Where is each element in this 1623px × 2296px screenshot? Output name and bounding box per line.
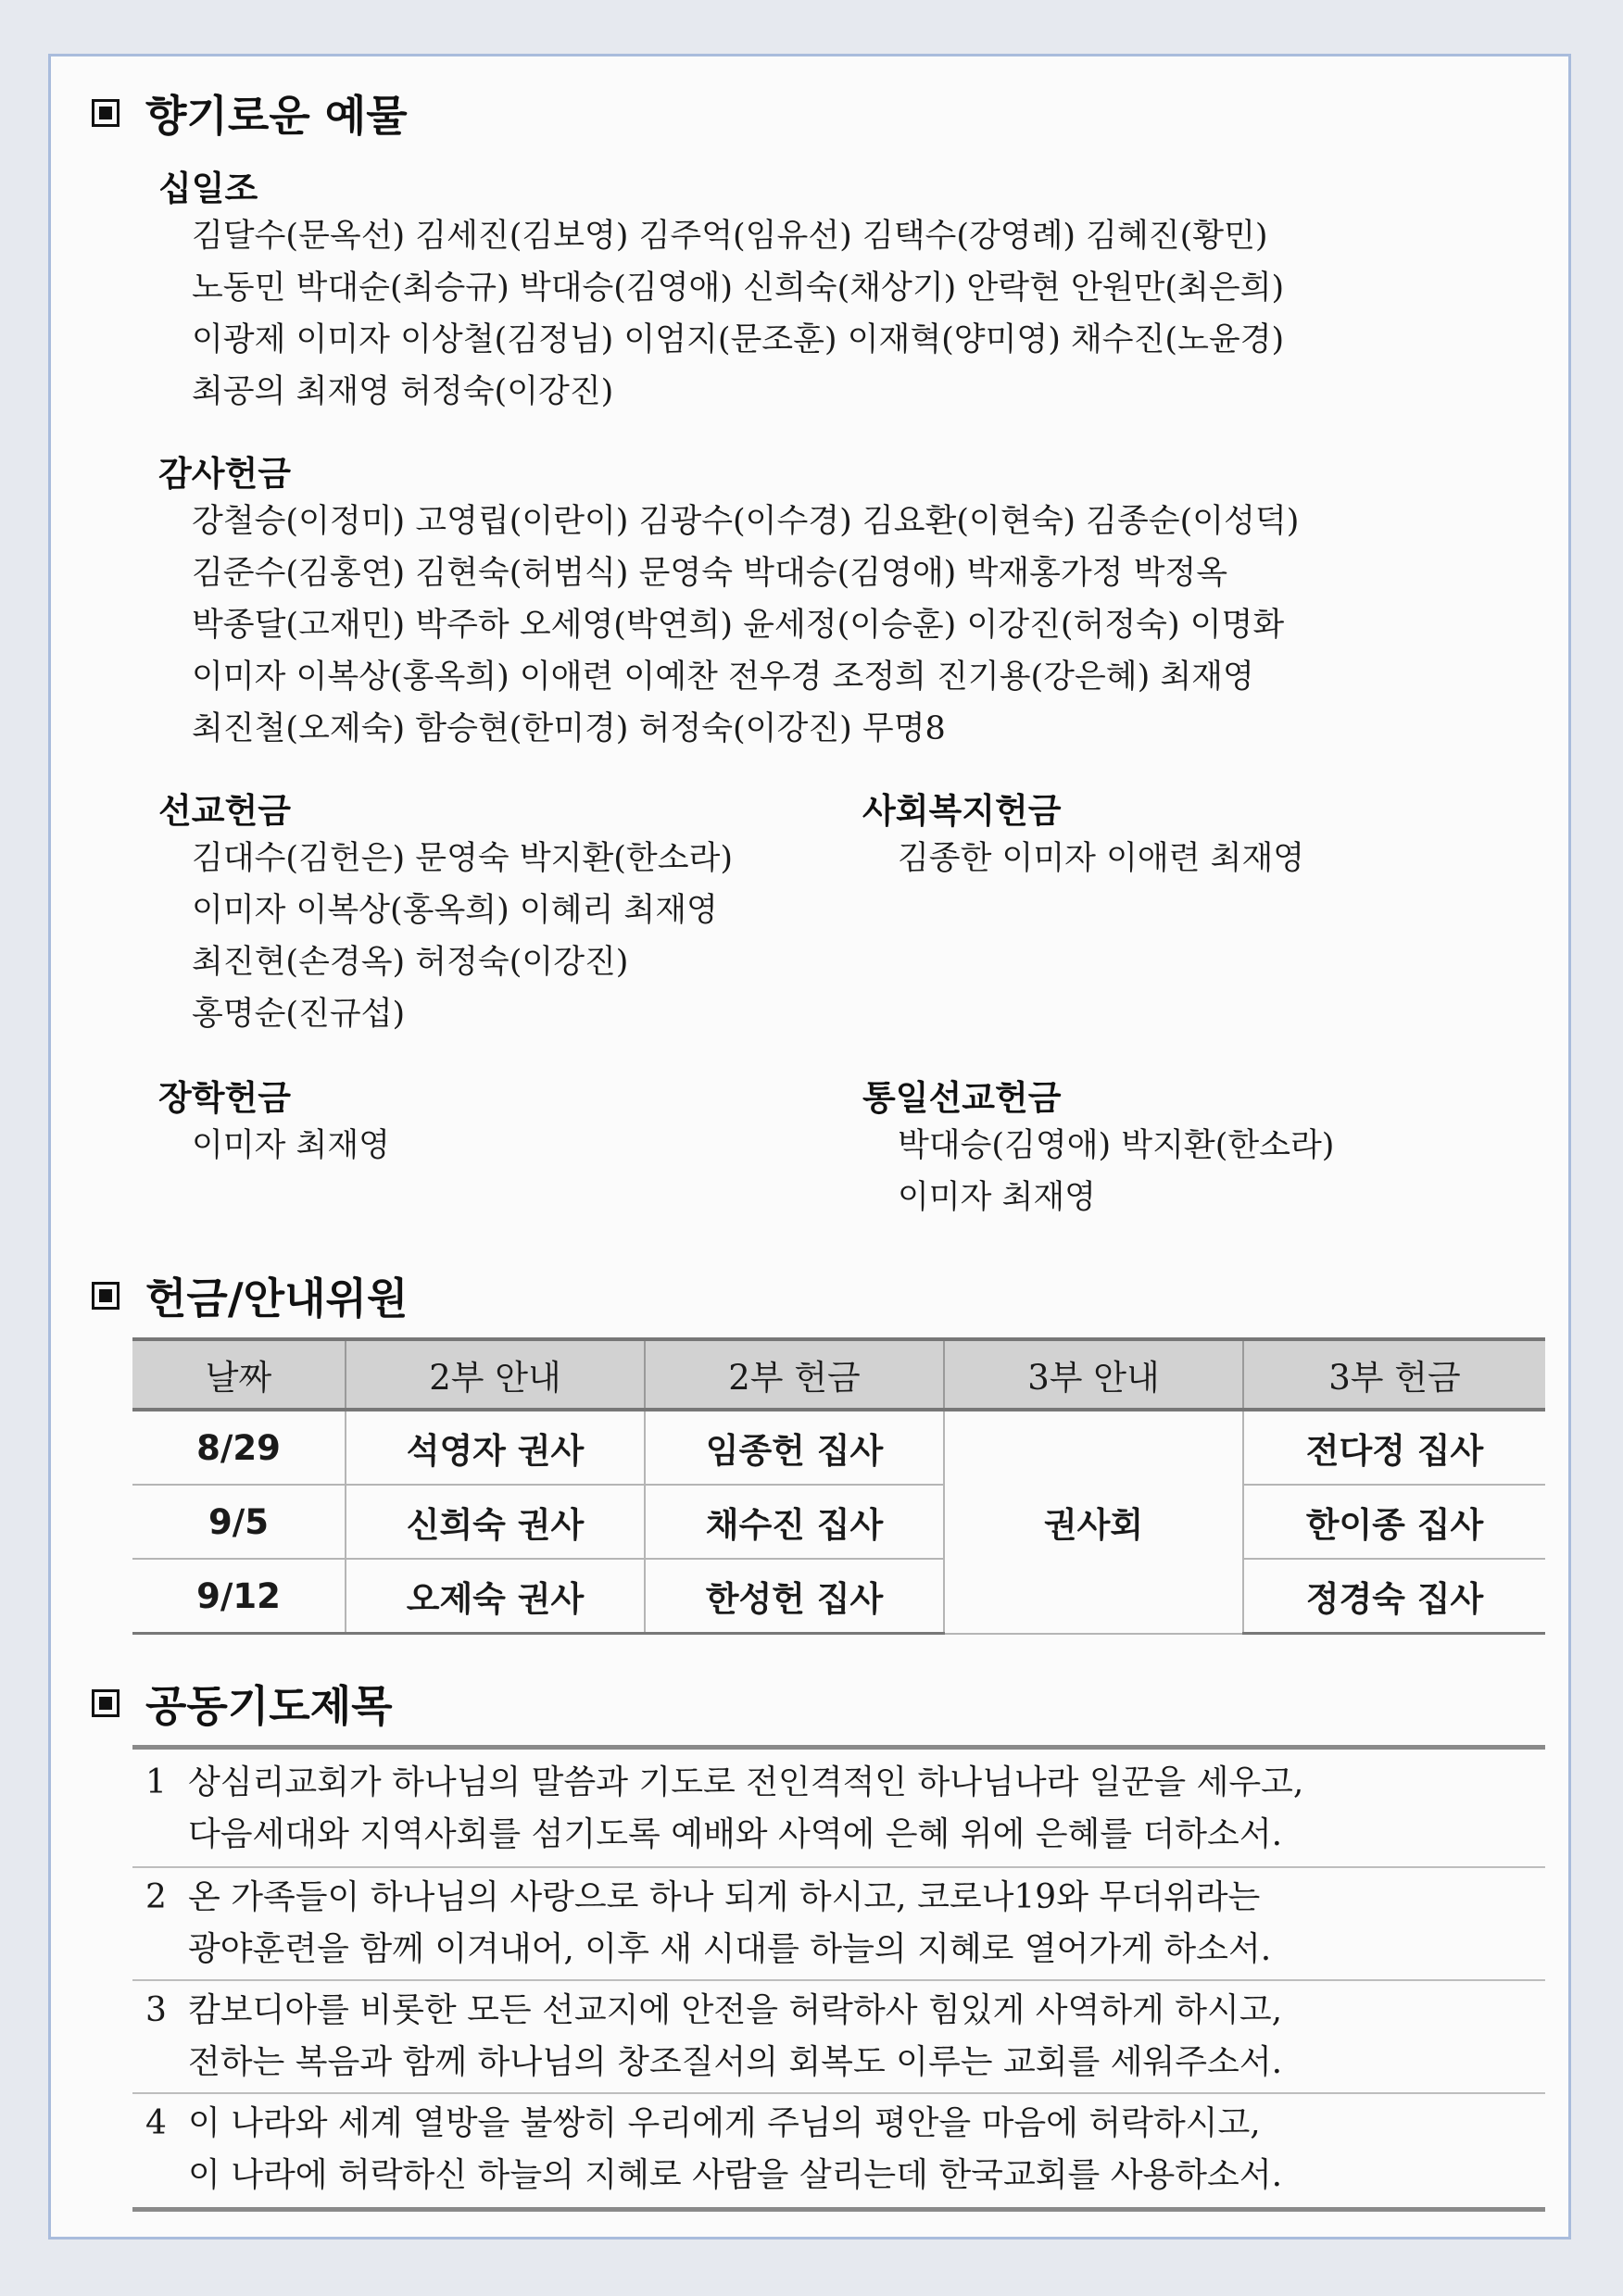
prayer-line: 온 가족들이 하나님의 사랑으로 하나 되게 하시고, 코로나19와 무더위라는 (188, 1878, 1261, 1916)
offer3-cell: 한이종 집사 (1243, 1485, 1545, 1559)
guide2-cell: 신희숙 권사 (346, 1485, 645, 1559)
offer3-cell: 정경숙 집사 (1243, 1559, 1545, 1634)
name-line: 홍명순(진규섭) (192, 996, 406, 1033)
name-line: 이미자 이복상(홍옥희) 이혜리 최재영 (192, 892, 718, 929)
table-header-row (132, 1339, 1545, 1410)
bulletin-page (48, 54, 1571, 2240)
duty-section-title: 헌금/안내위원 (145, 1273, 409, 1324)
date-cell: 9/5 (132, 1485, 346, 1559)
name-line: 김준수(김홍연) 김현숙(허범식) 문영숙 박대승(김영애) 박재홍가정 박정옥 (192, 555, 1228, 592)
divider (132, 2092, 1545, 2094)
unification-title: 통일선교헌금 (862, 1078, 1062, 1118)
column-header: 3부 헌금 (1243, 1339, 1545, 1410)
scholarship-names (192, 1120, 390, 1172)
mission-title: 선교헌금 (158, 791, 291, 831)
prayer-line: 다음세대와 지역사회를 섬기도록 예배와 사역에 은혜 위에 은혜를 더하소서. (188, 1815, 1283, 1853)
column-header: 3부 안내 (944, 1339, 1243, 1410)
date-cell: 8/29 (132, 1410, 346, 1485)
name-line: 박대승(김영애) 박지환(한소라) (898, 1127, 1335, 1164)
scholarship-title: 장학헌금 (158, 1078, 291, 1118)
offer2-cell: 채수진 집사 (645, 1485, 944, 1559)
thanks-title: 감사헌금 (158, 454, 291, 494)
welfare-names (898, 833, 1304, 885)
guide2-cell: 석영자 권사 (346, 1410, 645, 1485)
prayer-number: 1 (145, 1763, 167, 1801)
name-line: 최진철(오제숙) 함승현(한미경) 허정숙(이강진) 무명8 (192, 710, 946, 747)
name-line: 이미자 최재영 (898, 1179, 1096, 1216)
table-row (132, 1485, 1545, 1559)
column-header: 2부 안내 (346, 1339, 645, 1410)
date-cell: 9/12 (132, 1559, 346, 1634)
prayer-line: 전하는 복음과 함께 하나님의 창조질서의 회복도 이루는 교회를 세워주소서. (188, 2043, 1283, 2081)
prayer-list (132, 1745, 1545, 2212)
duty-section-header (92, 1265, 408, 1326)
offering-section-header (92, 82, 408, 144)
guide2-cell: 오제숙 권사 (346, 1559, 645, 1634)
duty-table (132, 1337, 1545, 1635)
prayer-line: 캄보디아를 비롯한 모든 선교지에 안전을 허락하사 힘있게 사역하게 하시고, (188, 1991, 1283, 2029)
tithe-title: 십일조 (158, 169, 258, 208)
prayer-line: 광야훈련을 함께 이겨내어, 이후 새 시대를 하늘의 지혜로 열어가게 하소서. (188, 1930, 1272, 1968)
name-line: 이미자 최재영 (192, 1127, 390, 1164)
square-bullet-icon (92, 1282, 120, 1310)
divider (132, 1979, 1545, 1981)
name-line: 최진현(손경옥) 허정숙(이강진) (192, 944, 629, 981)
name-line: 김대수(김헌은) 문영숙 박지환(한소라) (192, 840, 734, 877)
divider (132, 1866, 1545, 1868)
table-row (132, 1559, 1545, 1634)
guide3-merged-cell: 권사회 (944, 1410, 1243, 1634)
table-row (132, 1410, 1545, 1485)
prayer-line: 이 나라와 세계 열방을 불쌍히 우리에게 주님의 평안을 마음에 허락하시고, (188, 2104, 1261, 2142)
column-header: 날짜 (132, 1339, 346, 1410)
prayer-number: 4 (145, 2104, 167, 2142)
name-line: 박종달(고재민) 박주하 오세영(박연희) 윤세정(이승훈) 이강진(허정숙) 이명화 (192, 607, 1285, 644)
name-line: 이미자 이복상(홍옥희) 이애련 이예찬 전우경 조정희 진기용(강은혜) 최재영 (192, 659, 1254, 696)
name-line: 김달수(문옥선) 김세진(김보영) 김주억(임유선) 김택수(강영례) 김혜진(황민) (192, 218, 1268, 255)
prayer-number: 2 (145, 1878, 167, 1916)
mission-names (192, 833, 733, 1040)
unification-names (898, 1120, 1334, 1223)
name-line: 이광제 이미자 이상철(김정님) 이엄지(문조훈) 이재혁(양미영) 채수진(노윤경) (192, 321, 1285, 358)
prayer-section-header (92, 1673, 393, 1734)
offering-section-title: 향기로운 예물 (145, 91, 408, 141)
name-line: 강철승(이정미) 고영립(이란이) 김광수(이수경) 김요환(이현숙) 김종순(이성덕) (192, 503, 1300, 540)
prayer-number: 3 (145, 1991, 167, 2029)
prayer-line: 이 나라에 허락하신 하늘의 지혜로 사람을 살리는데 한국교회를 사용하소서. (188, 2156, 1283, 2194)
tithe-names (192, 210, 1284, 418)
offer2-cell: 임종헌 집사 (645, 1410, 944, 1485)
name-line: 김종한 이미자 이애련 최재영 (898, 840, 1305, 877)
prayer-line: 상심리교회가 하나님의 말씀과 기도로 전인격적인 하나님나라 일꾼을 세우고, (188, 1763, 1304, 1801)
offer2-cell: 한성헌 집사 (645, 1559, 944, 1634)
thanks-names (192, 496, 1299, 755)
square-bullet-icon (92, 1689, 120, 1717)
square-bullet-icon (92, 99, 120, 127)
name-line: 노동민 박대순(최승규) 박대승(김영애) 신희숙(채상기) 안락현 안원만(최은희) (192, 270, 1285, 307)
welfare-title: 사회복지헌금 (862, 791, 1062, 831)
offer3-cell: 전다정 집사 (1243, 1410, 1545, 1485)
column-header: 2부 헌금 (645, 1339, 944, 1410)
prayer-section-title: 공동기도제목 (145, 1681, 393, 1731)
name-line: 최공의 최재영 허정숙(이강진) (192, 373, 614, 410)
